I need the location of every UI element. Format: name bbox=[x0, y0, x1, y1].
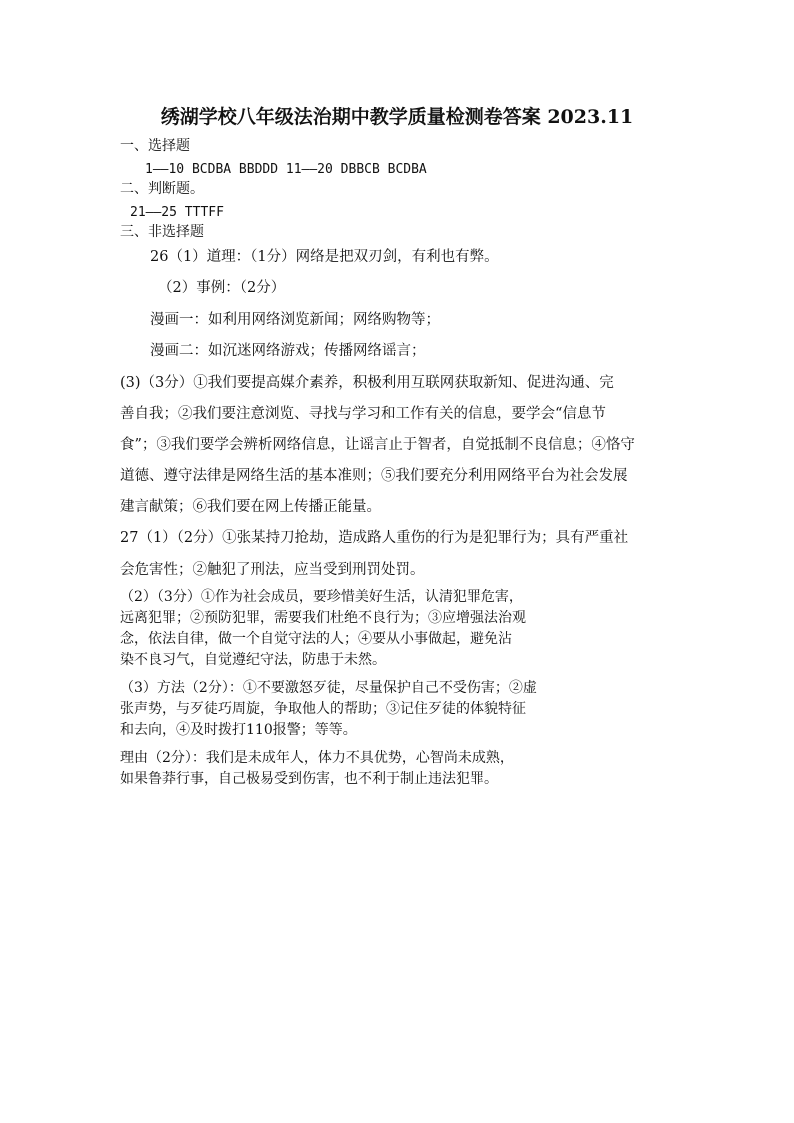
q27-part2-line: （2）（3分）①作为社会成员，要珍惜美好生活，认清犯罪危害， bbox=[120, 589, 523, 605]
q26-part1: 26（1）道理：（1分）网络是把双刃剑，有利也有弊。 bbox=[150, 249, 499, 265]
q27-part1-line: 27（1）（2分）①张某持刀抢劫，造成路人重伤的行为是犯罪行为；具有严重社 bbox=[120, 530, 629, 546]
q27-reason-line: 如果鲁莽行事，自己极易受到伤害，也不利于制止违法犯罪。 bbox=[120, 771, 498, 787]
q27-part1-line: 会危害性；②触犯了刑法，应当受到刑罚处罚。 bbox=[120, 562, 425, 578]
q26-part3-line: 食”；③我们要学会辨析网络信息，让谣言止于智者，自觉抵制不良信息；④恪守 bbox=[120, 437, 635, 453]
page-title: 绣湖学校八年级法治期中教学质量检测卷答案 2023.11 bbox=[160, 106, 634, 128]
section-judge-heading: 二、判断题。 bbox=[120, 181, 204, 197]
q27-part2-line: 远离犯罪；②预防犯罪，需要我们杜绝不良行为；③应增强法治观 bbox=[120, 610, 526, 626]
q26-part3-line: 建言献策；⑥我们要在网上传播正能量。 bbox=[120, 499, 381, 515]
q27-reason-line: 理由（2分）：我们是未成年人，体力不具优势，心智尚未成熟， bbox=[120, 750, 514, 766]
q27-part3-line: （3）方法（2分）：①不要激怒歹徒，尽量保护自己不受伤害；②虚 bbox=[120, 680, 537, 696]
choice-answers: 1——10 BCDBA BBDDD 11——20 DBBCB BCDBA bbox=[145, 162, 427, 177]
q27-part3-line: 张声势，与歹徒巧周旋，争取他人的帮助；③记住歹徒的体貌特征 bbox=[120, 701, 526, 717]
judge-answers: 21——25 TTTFF bbox=[130, 205, 224, 220]
q26-comic2: 漫画二：如沉迷网络游戏；传播网络谣言； bbox=[150, 343, 426, 359]
q26-part3-line: 道德、遵守法律是网络生活的基本准则；⑤我们要充分利用网络平台为社会发展 bbox=[120, 468, 628, 484]
section-choice-heading: 一、选择题 bbox=[120, 138, 190, 154]
q26-part3-line: (3)（3分）①我们要提高媒介素养，积极利用互联网获取新知、促进沟通、完 bbox=[120, 375, 614, 391]
q27-part2-line: 染不良习气，自觉遵纪守法，防患于未然。 bbox=[120, 652, 386, 668]
q26-part2: （2）事例：（2分） bbox=[158, 280, 286, 296]
q27-part3-line: 和去向，④及时拨打110报警；等等。 bbox=[120, 722, 357, 738]
q26-comic1: 漫画一：如利用网络浏览新闻；网络购物等； bbox=[150, 312, 440, 328]
section-nonchoice-heading: 三、非选择题 bbox=[120, 224, 204, 240]
q26-part3-line: 善自我；②我们要注意浏览、寻找与学习和工作有关的信息，要学会“信息节 bbox=[120, 406, 606, 422]
q27-part2-line: 念，依法自律，做一个自觉守法的人；④要从小事做起，避免沾 bbox=[120, 631, 512, 647]
